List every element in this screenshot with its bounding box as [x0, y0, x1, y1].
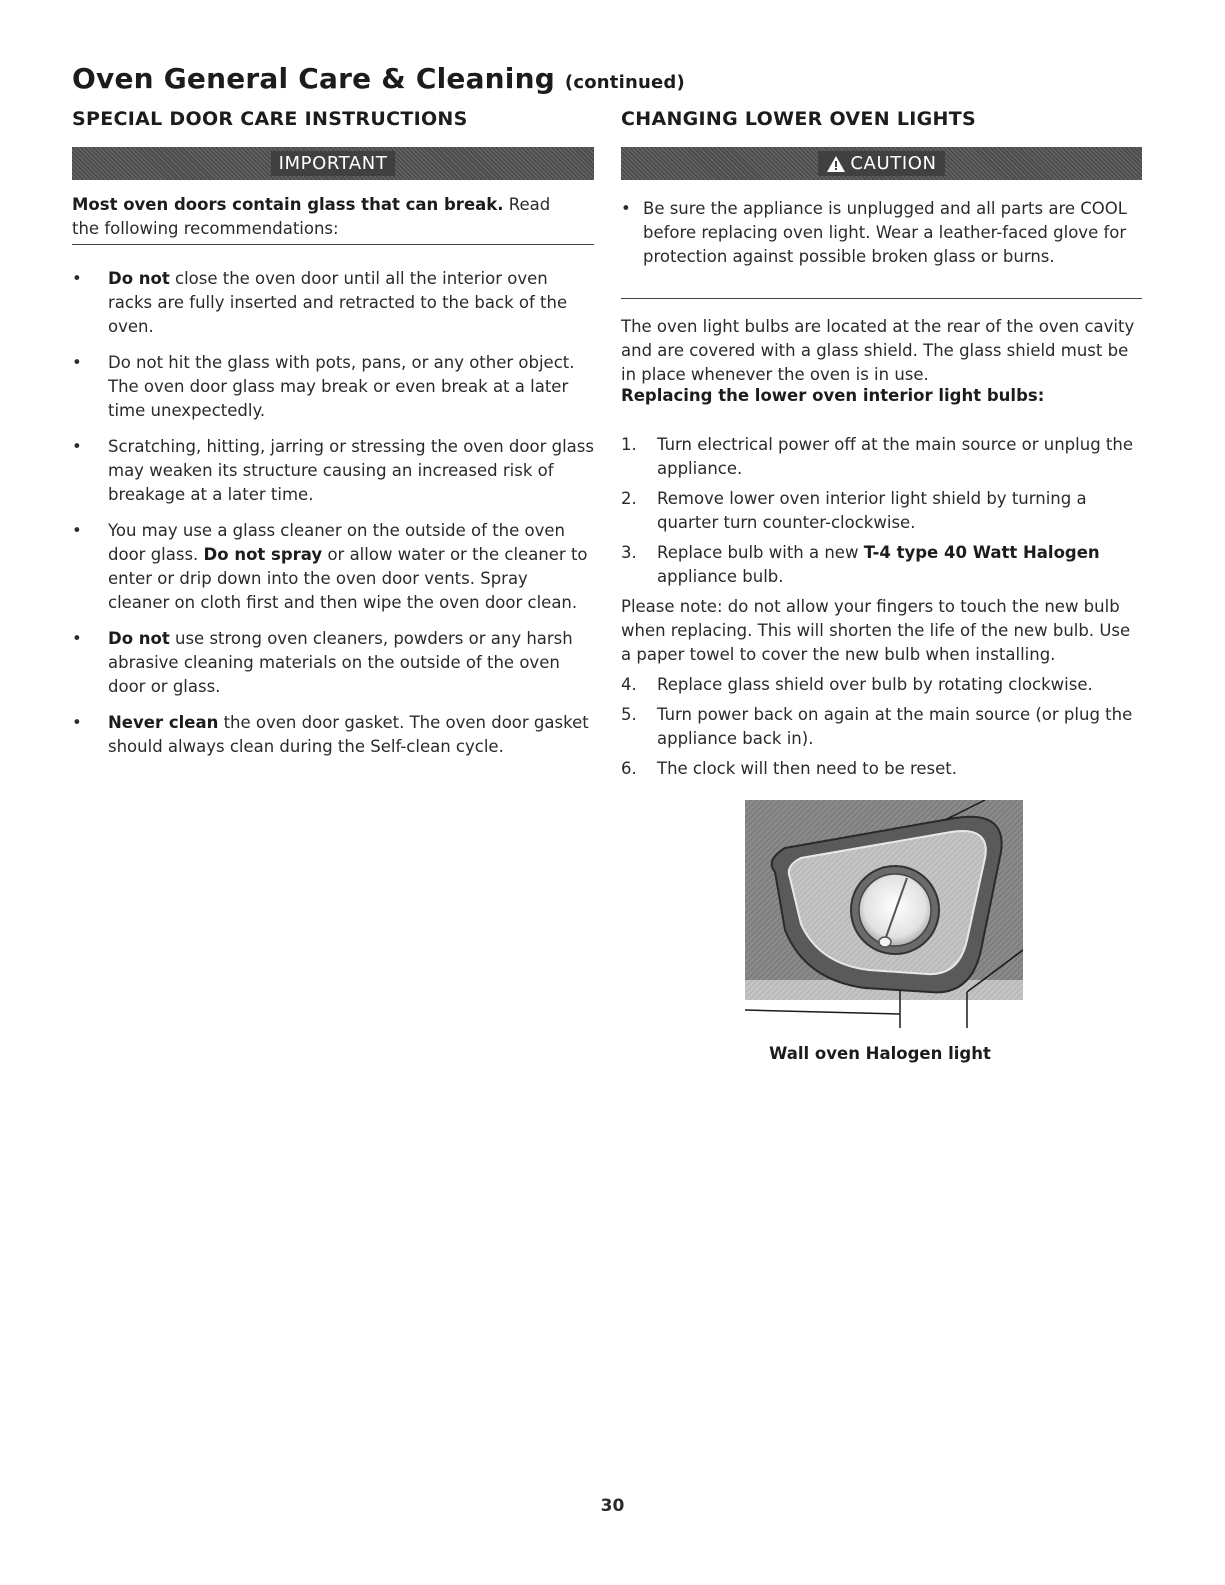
- list-item: [621, 757, 1142, 781]
- important-intro: [72, 193, 572, 241]
- list-item: • Do not use strong oven cleaners, powders or any harsh abrasive cleaning materials on the outside of the oven door or glass.: [72, 629, 573, 696]
- replacing-subheading: Replacing the lower oven interior light bulbs:: [621, 386, 1045, 405]
- warning-triangle-icon: [826, 155, 846, 173]
- caution-text-block: [621, 197, 1142, 269]
- page-title-suffix: (continued): [564, 72, 685, 93]
- page-number: 30: [600, 1496, 625, 1516]
- step-text: Turn power back on again at the main source (or plug the appliance back in).: [657, 705, 1133, 748]
- list-item-text: use strong oven cleaners, powders or any harsh abrasive cleaning materials on the outside of the oven door or glass.: [108, 629, 573, 696]
- caution-banner-text: CAUTION: [850, 153, 937, 174]
- list-item-bold: Never clean: [108, 713, 219, 732]
- step-number: 3.: [621, 543, 637, 562]
- halogen-light-image: [745, 800, 1023, 1028]
- page-title-text: Oven General Care & Cleaning: [72, 62, 555, 95]
- list-item: • Do not close the oven door until all the interior oven racks are fully inserted and retracted to the back of the oven.: [72, 269, 568, 336]
- caution-text: Be sure the appliance is unplugged and all parts are COOL before replacing oven light. Wear a leather-faced glove for protection against possible broken glass or burns.: [643, 199, 1127, 266]
- important-banner: [72, 147, 594, 180]
- list-item: • Be sure the appliance is unplugged and all parts are COOL before replacing oven light. Wear a leather-faced glove for protection against possible broken glass or burns.: [621, 199, 1127, 266]
- step-number: 1.: [621, 435, 637, 454]
- list-item-bold: Do not spray: [203, 545, 323, 564]
- step-number: 5.: [621, 705, 637, 724]
- list-item: • Scratching, hitting, jarring or stressing the oven door glass may weaken its structure causing an increased risk of breakage at a later time.: [72, 437, 594, 504]
- list-item: [621, 487, 1142, 535]
- list-item: [621, 541, 1142, 589]
- changing-lights-heading: CHANGING LOWER OVEN LIGHTS: [621, 108, 976, 130]
- important-banner-label: IMPORTANT: [271, 151, 396, 176]
- bulb-type: T-4 type 40 Watt Halogen: [863, 543, 1100, 562]
- step-text: The clock will then need to be reset.: [657, 759, 958, 778]
- list-item-text-before: You may use a glass cleaner on the outside of the oven door glass.: [108, 521, 565, 564]
- step-text-before: Replace bulb with a new: [657, 543, 864, 562]
- important-intro-bold: Most oven doors contain glass that can break.: [72, 195, 504, 214]
- step-text: Turn electrical power off at the main source or unplug the appliance.: [657, 435, 1133, 478]
- caution-banner: [621, 147, 1142, 180]
- step-number: 6.: [621, 759, 637, 778]
- list-item: [621, 433, 1142, 481]
- bulb-note: Please note: do not allow your fingers to touch the new bulb when replacing. This will shorten the life of the new bulb. Use a paper towel to cover the new bulb when installing.: [621, 597, 1131, 664]
- caution-divider: [621, 298, 1142, 299]
- special-door-care-heading: SPECIAL DOOR CARE INSTRUCTIONS: [72, 108, 468, 130]
- list-item-bold: Do not: [108, 269, 170, 288]
- list-item: [621, 703, 1142, 751]
- list-item-bold: Do not: [108, 629, 170, 648]
- step-text: Replace glass shield over bulb by rotating clockwise.: [657, 675, 1093, 694]
- list-item: • You may use a glass cleaner on the outside of the oven door glass. Do not spray or allow water or the cleaner to enter or drip down into the oven door vents. Spray cleaner on cloth first and then wipe the oven door clean.: [72, 521, 588, 612]
- step-number: 4.: [621, 675, 637, 694]
- page-title: [72, 62, 685, 95]
- replacing-steps: [621, 433, 1142, 787]
- step-text: Remove lower oven interior light shield by turning a quarter turn counter-clockwise.: [657, 489, 1087, 532]
- list-item-text: close the oven door until all the interior oven racks are fully inserted and retracted to the back of the oven.: [108, 269, 568, 336]
- step-text-after: appliance bulb.: [657, 567, 784, 586]
- important-intro-text: Read the following recommendations:: [72, 195, 551, 238]
- list-item: [621, 673, 1142, 697]
- image-caption: Wall oven Halogen light: [769, 1044, 991, 1063]
- step-number: 2.: [621, 489, 637, 508]
- list-item-text: Do not hit the glass with pots, pans, or any other object. The oven door glass may break or even break at a later time unexpectedly.: [108, 353, 575, 420]
- important-divider: [72, 244, 594, 245]
- list-item: • Never clean the oven door gasket. The oven door gasket should always clean during the Self-clean cycle.: [72, 713, 589, 756]
- list-item-text: the oven door gasket. The oven door gasket should always clean during the Self-clean cycle.: [108, 713, 589, 756]
- list-item-text: or allow water or the cleaner to enter or drip down into the oven door vents. Spray cleaner on cloth first and then wipe the oven door clean.: [108, 545, 588, 612]
- list-item: • Do not hit the glass with pots, pans, or any other object. The oven door glass may break or even break at a later time unexpectedly.: [72, 353, 575, 420]
- list-item-text: Scratching, hitting, jarring or stressing the oven door glass may weaken its structure causing an increased risk of breakage at a later time.: [108, 437, 594, 504]
- caution-banner-label: [818, 151, 944, 176]
- light-location-paragraph: The oven light bulbs are located at the rear of the oven cavity and are covered with a glass shield. The glass shield must be in place whenever the oven is in use.: [621, 317, 1135, 384]
- door-care-list: [72, 267, 594, 771]
